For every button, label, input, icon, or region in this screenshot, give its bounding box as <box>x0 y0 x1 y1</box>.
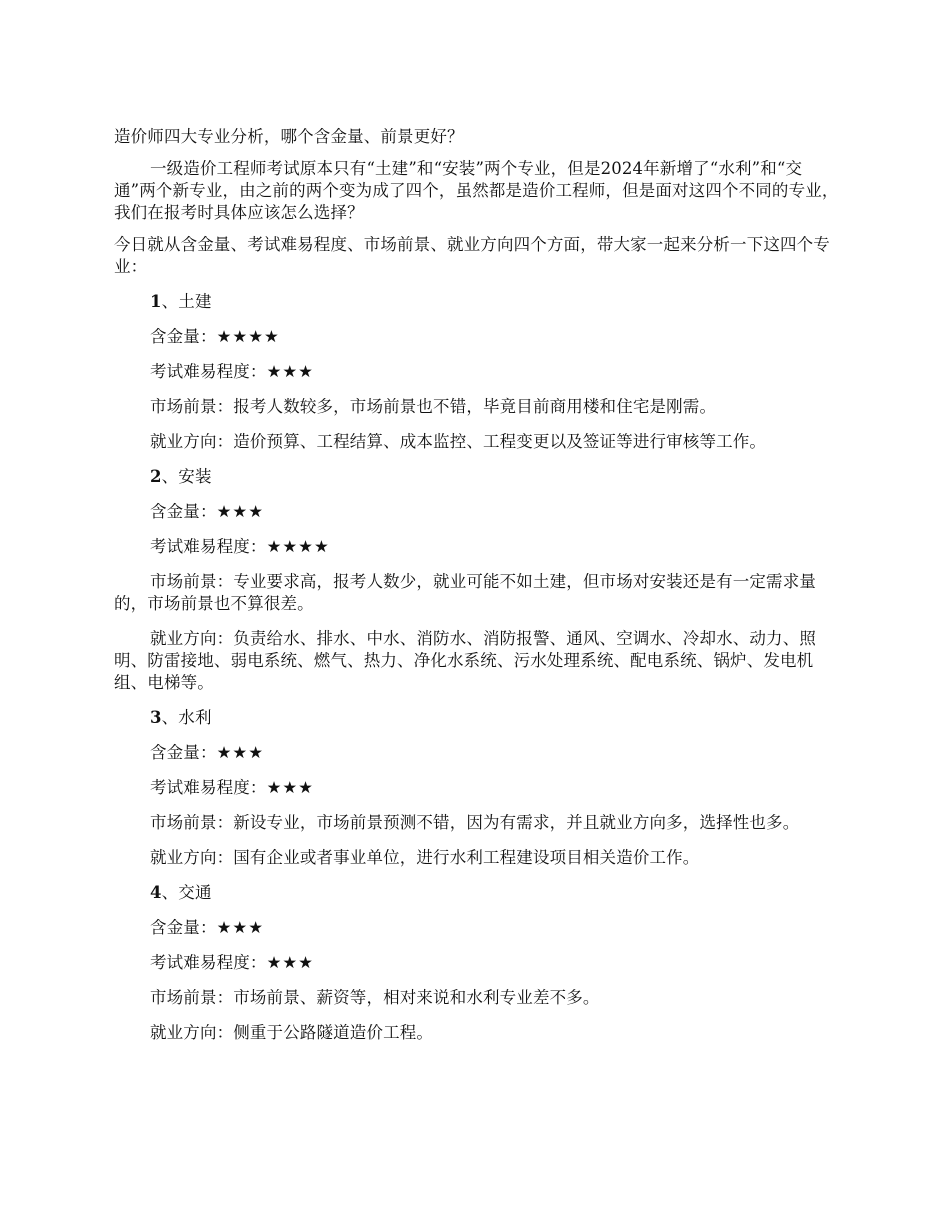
section-anzhuang <box>114 466 840 694</box>
star-rating-icon: ★★★ <box>216 743 264 762</box>
section-number: 1 <box>150 292 162 311</box>
star-rating-icon: ★★★★ <box>216 327 280 346</box>
star-rating-icon: ★★★ <box>216 502 264 521</box>
section-number: 3 <box>150 708 162 727</box>
market-paragraph: 市场前景：专业要求高，报考人数少，就业可能不如土建，但市场对安装还是有一定需求量的，市场前景也不算很差。 <box>114 572 816 613</box>
star-rating-icon: ★★★★ <box>266 537 330 556</box>
section-name: 、安装 <box>161 467 212 486</box>
section-number: 4 <box>150 883 162 902</box>
section-name: 、土建 <box>161 292 212 311</box>
career-paragraph: 就业方向：侧重于公路隧道造价工程。 <box>150 1023 434 1042</box>
value-rating <box>114 917 840 939</box>
value-rating <box>114 742 840 764</box>
section-name: 、交通 <box>161 883 212 902</box>
value-label: 含金量： <box>150 743 217 762</box>
difficulty-rating <box>114 952 840 974</box>
value-label: 含金量： <box>150 502 217 521</box>
difficulty-label: 考试难易程度： <box>150 953 267 972</box>
difficulty-label: 考试难易程度： <box>150 537 267 556</box>
value-rating <box>114 501 840 523</box>
section-name: 、水利 <box>161 708 212 727</box>
career-paragraph: 就业方向：负责给水、排水、中水、消防水、消防报警、通风、空调水、冷却水、动力、照明、防雷接地、弱电系统、燃气、热力、净化水系统、污水处理系统、配电系统、锅炉、发电机组、电梯等。 <box>114 629 816 692</box>
overview-paragraph: 今日就从含金量、考试难易程度、市场前景、就业方向四个方面，带大家一起来分析一下这四个专业： <box>114 235 830 276</box>
section-heading <box>114 707 840 729</box>
section-shuili <box>114 707 840 869</box>
section-tujian <box>114 291 840 453</box>
star-rating-icon: ★★★ <box>216 918 264 937</box>
star-rating-icon: ★★★ <box>266 778 314 797</box>
intro-paragraph: 一级造价工程师考试原本只有“土建”和“安装”两个专业，但是2024年新增了“水利”和“交通”两个新专业，由之前的两个变为成了四个，虽然都是造价工程师，但是面对这四个不同的专业，我们在报考时具体应该怎么选择？ <box>114 159 839 222</box>
value-label: 含金量： <box>150 918 217 937</box>
career-paragraph: 就业方向：国有企业或者事业单位，进行水利工程建设项目相关造价工作。 <box>150 848 700 867</box>
value-label: 含金量： <box>150 327 217 346</box>
section-heading <box>114 466 840 488</box>
document-title: 造价师四大专业分析，哪个含金量、前景更好？ <box>114 127 464 146</box>
section-jiaotong <box>114 882 840 1044</box>
difficulty-rating <box>114 777 840 799</box>
value-rating <box>114 326 840 348</box>
section-heading <box>114 291 840 313</box>
market-paragraph: 市场前景：市场前景、薪资等，相对来说和水利专业差不多。 <box>150 988 600 1007</box>
star-rating-icon: ★★★ <box>266 362 314 381</box>
difficulty-rating <box>114 536 840 558</box>
section-heading <box>114 882 840 904</box>
difficulty-label: 考试难易程度： <box>150 778 267 797</box>
difficulty-rating <box>114 361 840 383</box>
market-paragraph: 市场前景：新设专业，市场前景预测不错，因为有需求，并且就业方向多，选择性也多。 <box>150 813 800 832</box>
difficulty-label: 考试难易程度： <box>150 362 267 381</box>
section-number: 2 <box>150 467 162 486</box>
career-paragraph: 就业方向：造价预算、工程结算、成本监控、工程变更以及签证等进行审核等工作。 <box>150 432 767 451</box>
document-page <box>114 126 840 1057</box>
market-paragraph: 市场前景：报考人数较多，市场前景也不错，毕竟目前商用楼和住宅是刚需。 <box>150 397 717 416</box>
star-rating-icon: ★★★ <box>266 953 314 972</box>
